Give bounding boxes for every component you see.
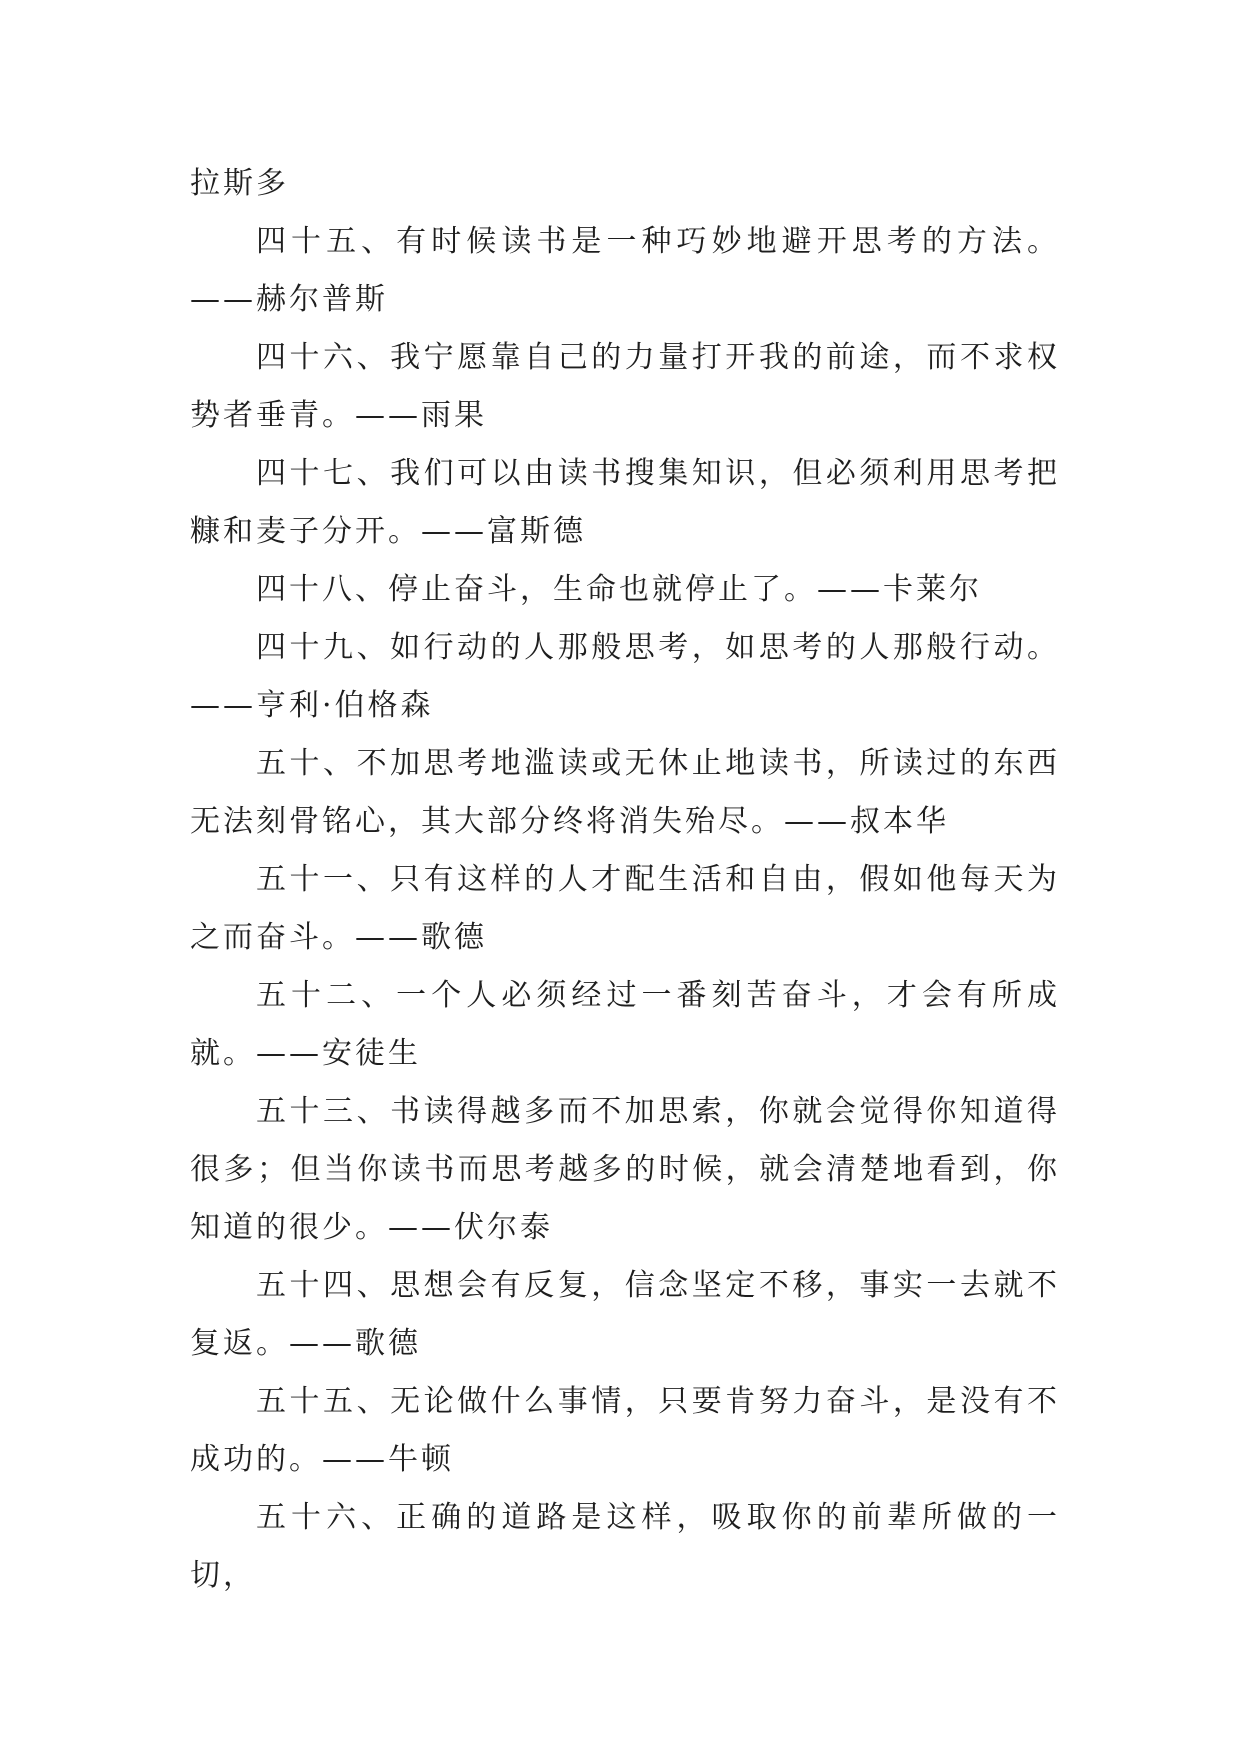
quote-paragraph: 五十四、思想会有反复，信念坚定不移，事实一去就不复返。——歌德 xyxy=(190,1268,1060,1361)
quote-paragraph: 五十六、正确的道路是这样，吸取你的前辈所做的一切， xyxy=(190,1500,1060,1593)
quote-paragraph: 五十三、书读得越多而不加思索，你就会觉得你知道得很多；但当你读书而思考越多的时候，就会清楚地看到，你知道的很少。——伏尔泰 xyxy=(190,1094,1060,1245)
quote-paragraph: 五十、不加思考地滥读或无休止地读书，所读过的东西无法刻骨铭心，其大部分终将消失殆尽。——叔本华 xyxy=(190,746,1060,839)
quote-paragraph: 四十五、有时候读书是一种巧妙地避开思考的方法。——赫尔普斯 xyxy=(190,224,1060,317)
quote-paragraph: 四十八、停止奋斗，生命也就停止了。——卡莱尔 xyxy=(256,572,982,607)
document-body xyxy=(190,155,1060,1605)
quote-paragraph: 五十一、只有这样的人才配生活和自由，假如他每天为之而奋斗。——歌德 xyxy=(190,862,1060,955)
quote-paragraph: 四十九、如行动的人那般思考，如思考的人那般行动。——亨利·伯格森 xyxy=(190,630,1060,723)
quote-paragraph: 四十七、我们可以由读书搜集知识，但必须利用思考把糠和麦子分开。——富斯德 xyxy=(190,456,1060,549)
quote-paragraph: 五十五、无论做什么事情，只要肯努力奋斗，是没有不成功的。——牛顿 xyxy=(190,1384,1060,1477)
quote-paragraph: 四十六、我宁愿靠自己的力量打开我的前途，而不求权势者垂青。——雨果 xyxy=(190,340,1060,433)
paragraph-continuation: 拉斯多 xyxy=(190,166,289,201)
quote-paragraph: 五十二、一个人必须经过一番刻苦奋斗，才会有所成就。——安徒生 xyxy=(190,978,1060,1071)
